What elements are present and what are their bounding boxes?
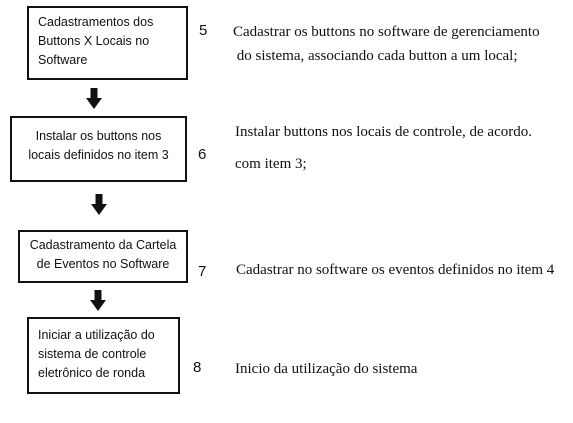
step-6-description (235, 116, 532, 180)
step-7-box (18, 230, 188, 283)
arrow-down-icon (86, 88, 102, 110)
step-6-box-line-1: Instalar os buttons nos (35, 129, 162, 143)
step-7-box-line-2: de Eventos no Software (36, 257, 170, 271)
step-8-box-line-1: Iniciar a utilização do (38, 328, 155, 342)
arrow-down-icon (91, 194, 107, 216)
step-8-description (235, 357, 417, 381)
step-6-number: 6 (198, 146, 207, 163)
step-7-description-line-1: Cadastrar no software os eventos definidos no item 4 (236, 262, 555, 278)
step-7-description (236, 258, 554, 282)
step-5-description-line-1: Cadastrar os buttons no software de gerenciamento (233, 24, 540, 40)
step-5-number: 5 (199, 22, 208, 39)
step-8-description-line-1: Inicio da utilização do sistema (235, 361, 418, 377)
step-6-description-line-1: Instalar buttons nos locais de controle, de acordo. (235, 124, 532, 140)
step-8-number: 8 (193, 359, 202, 376)
step-5-description (233, 20, 540, 68)
step-5-box (27, 6, 188, 80)
step-5-description-line-2: do sistema, associando cada button a um local; (233, 48, 518, 64)
step-5-box-line-1: Cadastramentos dos (38, 15, 154, 29)
step-8-box-line-2: sistema de controle (38, 347, 147, 361)
step-6-box (10, 116, 187, 182)
step-7-box-line-1: Cadastramento da Cartela (29, 238, 177, 252)
step-6-description-line-2: com item 3; (235, 156, 307, 172)
step-6-box-line-2: locais definidos no item 3 (28, 148, 169, 162)
step-7-number: 7 (198, 263, 207, 280)
arrow-down-icon (90, 290, 106, 312)
step-5-box-line-2: Buttons X Locais no (38, 34, 150, 48)
step-8-box (27, 317, 180, 394)
step-8-box-line-3: eletrônico de ronda (38, 366, 146, 380)
step-5-box-line-3: Software (38, 53, 88, 67)
